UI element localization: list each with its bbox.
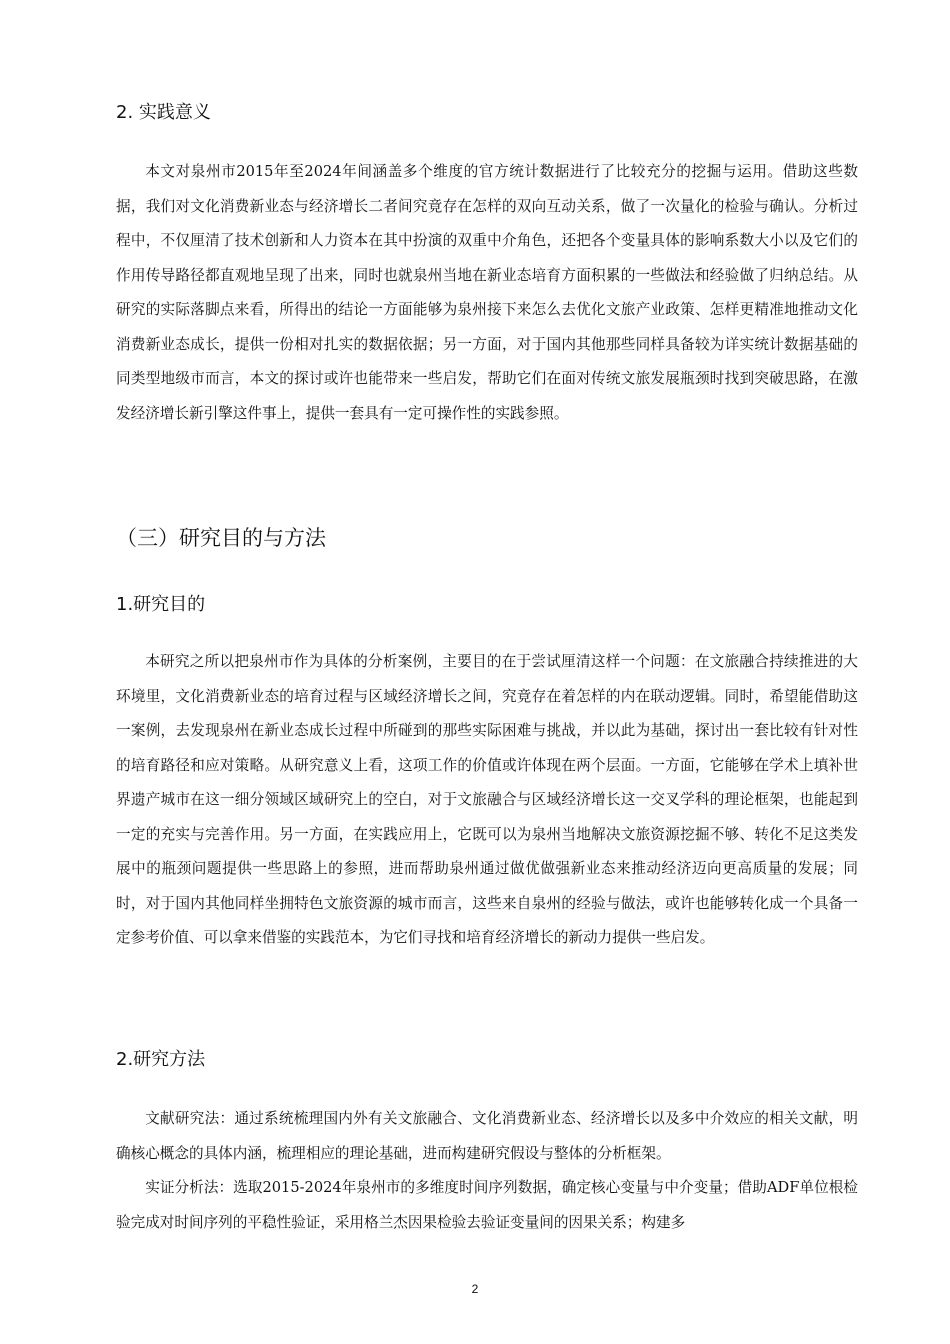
empirical-method-paragraph: 实证分析法：选取2015-2024年泉州市的多维度时间序列数据，确定核心变量与中介变量；借助ADF单位根检验完成对时间序列的平稳性验证，采用格兰杰因果检验去验证变量间的因果关系；构建多 — [116, 1179, 858, 1231]
purpose-paragraph: 本研究之所以把泉州市作为具体的分析案例，主要目的在于尝试厘清这样一个问题：在文旅融合持续推进的大环境里，文化消费新业态的培育过程与区域经济增长之间，究竟存在着怎样的内在联动逻辑。同时，希望能借助这一案例，去发现泉州在新业态成长过程中所碰到的那些实际困难与挑战，并以此为基础，探讨出一套比较有针对性的培育路径和应对策略。从研究意义上看，这项工作的价值或许体现在两个层面。一方面，它能够在学术上填补世界遗产城市在这一细分领域区域研究上的空白，对于文旅融合与区域经济增长这一交叉学科的理论框架，也能起到一定的充实与完善作用。另一方面，在实践应用上，它既可以为泉州当地解决文旅资源挖掘不够、转化不足这类发展中的瓶颈问题提供一些思路上的参照，进而帮助泉州通过做优做强新业态来推动经济迈向更高质量的发展；同时，对于国内其他同样坐拥特色文旅资源的城市而言，这些来自泉州的经验与做法，或许也能够转化成一个具备一定参考价值、可以拿来借鉴的实践范本，为它们寻找和培育经济增长的新动力提供一些启发。 — [116, 653, 858, 946]
page-number: 2 — [471, 1282, 479, 1296]
purpose-heading: 1.研究目的 — [116, 594, 206, 615]
practice-heading: 2. 实践意义 — [116, 102, 211, 123]
literature-method-paragraph: 文献研究法：通过系统梳理国内外有关文旅融合、文化消费新业态、经济增长以及多中介效应的相关文献，明确核心概念的具体内涵，梳理相应的理论基础，进而构建研究假设与整体的分析框架。 — [116, 1110, 858, 1162]
practice-paragraph: 本文对泉州市2015年至2024年间涵盖多个维度的官方统计数据进行了比较充分的挖掘与运用。借助这些数据，我们对文化消费新业态与经济增长二者间究竟存在怎样的双向互动关系，做了一次量化的检验与确认。分析过程中，不仅厘清了技术创新和人力资本在其中扮演的双重中介角色，还把各个变量具体的影响系数大小以及它们的作用传导路径都直观地呈现了出来，同时也就泉州当地在新业态培育方面积累的一些做法和经验做了归纳总结。从研究的实际落脚点来看，所得出的结论一方面能够为泉州接下来怎么去优化文旅产业政策、怎样更精准地推动文化消费新业态成长，提供一份相对扎实的数据依据；另一方面，对于国内其他那些同样具备较为详实统计数据基础的同类型地级市而言，本文的探讨或许也能带来一些启发，帮助它们在面对传统文旅发展瓶颈时找到突破思路，在激发经济增长新引擎这件事上，提供一套具有一定可操作性的实践参照。 — [116, 163, 858, 422]
purpose-method-heading: （三）研究目的与方法 — [116, 526, 326, 550]
method-heading: 2.研究方法 — [116, 1049, 206, 1070]
